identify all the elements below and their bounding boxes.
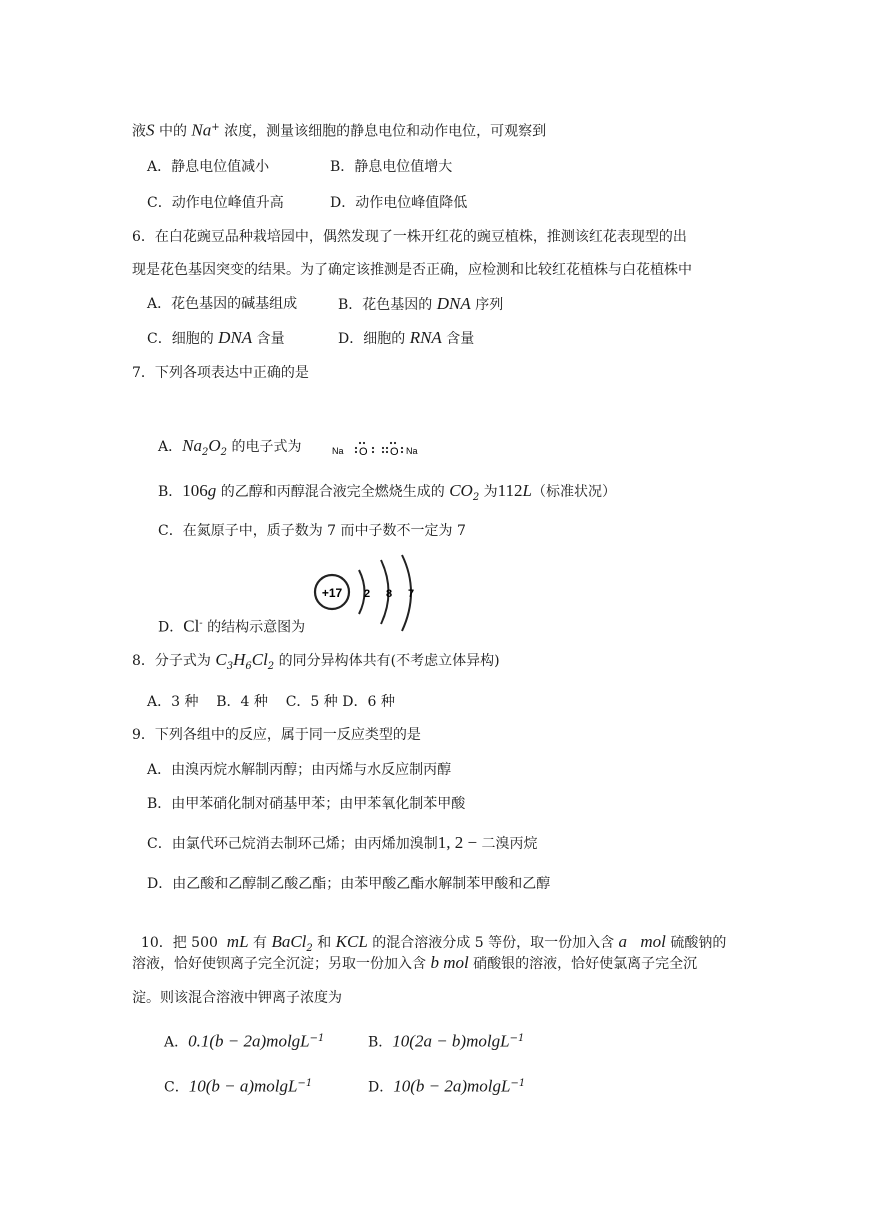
q10-option-a-label: A． [164, 1034, 189, 1051]
q6-stem-line-2: 现是花色基因突变的结果。为了确定该推测是否正确，应检测和比较红花植株与白花植株中 [132, 262, 692, 278]
q10-option-a-exp: −1 [309, 1033, 325, 1044]
q10-option-d-label: D． [368, 1079, 394, 1096]
q7-option-b-label: B． [158, 484, 183, 500]
q10-option-b-expr: 10(2a − b)mol [392, 1031, 492, 1051]
q9-option-c [147, 833, 538, 854]
q5-var-s: S [146, 120, 155, 140]
q10-option-c-label: C． [164, 1079, 189, 1096]
q10-stem-text-4: 硝酸银的溶液，恰好使氯离子完全沉 [468, 956, 698, 972]
q9-option-b: B．由甲苯硝化制对硝基甲苯；由甲苯氧化制苯甲酸 [147, 796, 466, 812]
q9-option-c-text: C．由氯代环己烷消去制环己烯；由丙烯加溴制 [147, 836, 438, 852]
q8-formula-cl-sub: 2 [267, 660, 275, 672]
shell-3-electrons: 7 [407, 588, 415, 600]
q5-stem-text-3: 浓度，测量该细胞的静息电位和动作电位，可观察到 [219, 123, 547, 140]
q10-option-a-sep: g [291, 1031, 301, 1051]
lewis-na-right: Na [406, 446, 418, 456]
q7-na2o2-na: Na [182, 436, 202, 455]
q5-option-b: B．静息电位值增大 [330, 159, 453, 175]
q7-option-c: C．在氮原子中，质子数为 7 而中子数不一定为 7 [158, 523, 466, 539]
q6-option-b-dna: DNA [436, 294, 471, 313]
nucleus-charge: +17 [321, 586, 343, 600]
q8-formula-h-sub: 6 [245, 660, 252, 672]
q5-option-d: D．动作电位峰值降低 [330, 195, 468, 211]
q10-stem-line-1 [132, 912, 726, 959]
q7-option-d-cl: Cl [183, 616, 200, 636]
q6-option-b-suffix: 序列 [470, 297, 504, 313]
q10-option-d-unit: L [501, 1076, 511, 1096]
q9-option-c-locant: 1, 2 − [437, 833, 478, 852]
q6-option-d-text: D．细胞的 [338, 331, 410, 347]
q6-stem-line-1: 6．在白花豌豆品种栽培园中，偶然发现了一株开红花的豌豆植株，推测该红花表现型的出 [132, 229, 687, 245]
q10-kcl: KCL [335, 932, 368, 951]
q8-formula-cl: Cl [251, 650, 268, 669]
q10-bacl-sub: 2 [306, 942, 313, 954]
q6-option-d-rna: RNA [409, 328, 442, 347]
q7-na2o2-o: O [208, 436, 221, 455]
q10-stem-label: 10．把 500 [140, 935, 227, 951]
q7-option-b-volume: 112 [497, 481, 523, 500]
q10-option-d-sep: g [492, 1076, 502, 1096]
lewis-na-left: Na [332, 446, 344, 456]
q5-option-c: C．动作电位峰值升高 [147, 195, 284, 211]
q7-option-b-condition: （标准状况） [532, 484, 616, 500]
q7-option-b-unit-g: g [207, 481, 217, 500]
q7-option-b-co-sub: 2 [472, 491, 480, 503]
q10-stem-text-3: 溶液，恰好使钡离子完全沉淀；另取一份加入含 [132, 956, 431, 972]
q7-option-d-charge: - [199, 618, 203, 629]
q10-option-b-label: B． [368, 1034, 393, 1051]
q8-stem [132, 650, 500, 677]
q10-option-b [368, 1029, 524, 1053]
q5-stem [132, 118, 546, 142]
q10-stem-text-1: 的混合溶液分成 5 等份，取一份加入含 [367, 935, 619, 951]
q10-unit-mol: mol [640, 932, 666, 951]
q10-stem-line-2 [132, 953, 697, 974]
q10-stem-text-2: 硫酸钠的 [665, 935, 727, 951]
q10-unit-ml: mL [226, 932, 249, 951]
q10-he: 和 [312, 935, 336, 951]
lewis-o-right: O [390, 446, 399, 458]
q5-stem-text-2: 中的 [154, 123, 192, 140]
shell-1-electrons: 2 [363, 588, 371, 600]
q10-option-c-expr: 10(b − a)mol [188, 1076, 280, 1096]
q7-option-b-wei: 为 [479, 484, 498, 500]
q6-option-c-suffix: 含量 [252, 331, 285, 347]
q9-option-d: D．由乙酸和乙醇制乙酸乙酯；由苯甲酸乙酯水解制苯甲酸和乙醇 [147, 876, 551, 892]
q9-stem: 9．下列各组中的反应，属于同一反应类型的是 [132, 727, 421, 743]
q10-option-d-expr: 10(b − 2a)mol [393, 1076, 493, 1096]
q6-option-b [338, 294, 503, 315]
q10-option-d [368, 1074, 525, 1098]
q10-option-c-sep: g [279, 1076, 289, 1096]
q9-option-a: A．由溴丙烷水解制丙醇；由丙烯与水反应制丙醇 [147, 762, 452, 778]
q7-option-b-co: CO [449, 481, 473, 500]
q7-na2o2-sub1: 2 [201, 446, 209, 458]
q10-stem-line-3: 淀。则该混合溶液中钾离子浓度为 [132, 990, 342, 1006]
q6-option-d [338, 328, 474, 349]
q7-option-b-mass: 106 [182, 481, 208, 500]
q5-option-a: A．静息电位值减小 [147, 159, 270, 175]
q10-bacl: BaCl [271, 932, 307, 951]
q9-option-c-suffix: 二溴丙烷 [477, 836, 538, 852]
q5-stem-text-1: 液 [132, 123, 146, 140]
chloride-ion-structure-diagram [310, 553, 422, 633]
q5-na: Na [191, 120, 212, 140]
q6-option-c-text: C．细胞的 [147, 331, 219, 347]
q7-option-b-text: 的乙醇和丙醇混合液完全燃烧生成的 [216, 484, 450, 500]
q10-you: 有 [248, 935, 272, 951]
q7-option-d-text: 的结构示意图为 [202, 619, 306, 636]
q10-option-a [164, 1029, 324, 1053]
q10-option-c [164, 1074, 312, 1098]
q7-option-a-label: A． [158, 439, 183, 455]
q7-option-b [158, 481, 616, 508]
q7-option-d-label: D． [158, 619, 184, 636]
q10-option-d-exp: −1 [510, 1078, 526, 1089]
q10-var-a: a [618, 932, 628, 951]
q10-option-a-unit: L [300, 1031, 310, 1051]
q7-stem: 7．下列各项表达中正确的是 [132, 365, 309, 381]
q5-na-charge: + [211, 122, 220, 133]
q6-option-c [147, 328, 285, 349]
q7-option-b-unit-l: L [522, 481, 532, 500]
na2o2-electron-formula [328, 438, 428, 462]
shell-2-electrons: 8 [385, 588, 393, 600]
q10-option-b-unit: L [500, 1031, 510, 1051]
q8-formula-c: C [215, 650, 227, 669]
q10-option-a-expr: 0.1(b − 2a)mol [188, 1031, 292, 1051]
q8-stem-label: 8．分子式为 [132, 653, 216, 669]
q7-na2o2-sub2: 2 [220, 446, 227, 458]
q10-var-b-mol: b mol [430, 953, 469, 972]
q8-stem-text: 的同分异构体共有(不考虑立体异构) [274, 653, 500, 669]
q10-option-b-exp: −1 [509, 1033, 525, 1044]
q7-option-a-text: 的电子式为 [227, 439, 302, 455]
q7-option-d [158, 614, 305, 638]
q6-option-a: A．花色基因的碱基组成 [147, 296, 298, 312]
q6-option-d-suffix: 含量 [441, 331, 475, 347]
q6-option-b-text: B．花色基因的 [338, 297, 437, 313]
q8-formula-h: H [233, 650, 246, 669]
q10-option-b-sep: g [491, 1031, 501, 1051]
q10-option-c-exp: −1 [297, 1078, 313, 1089]
q7-option-a [158, 436, 301, 463]
q8-options: A．3 种 B．4 种 C．5 种 D．6 种 [147, 694, 395, 710]
q10-option-c-unit: L [288, 1076, 298, 1096]
lewis-o-left: O [359, 446, 368, 458]
q8-formula-c-sub: 3 [226, 660, 234, 672]
q6-option-c-dna: DNA [218, 328, 253, 347]
